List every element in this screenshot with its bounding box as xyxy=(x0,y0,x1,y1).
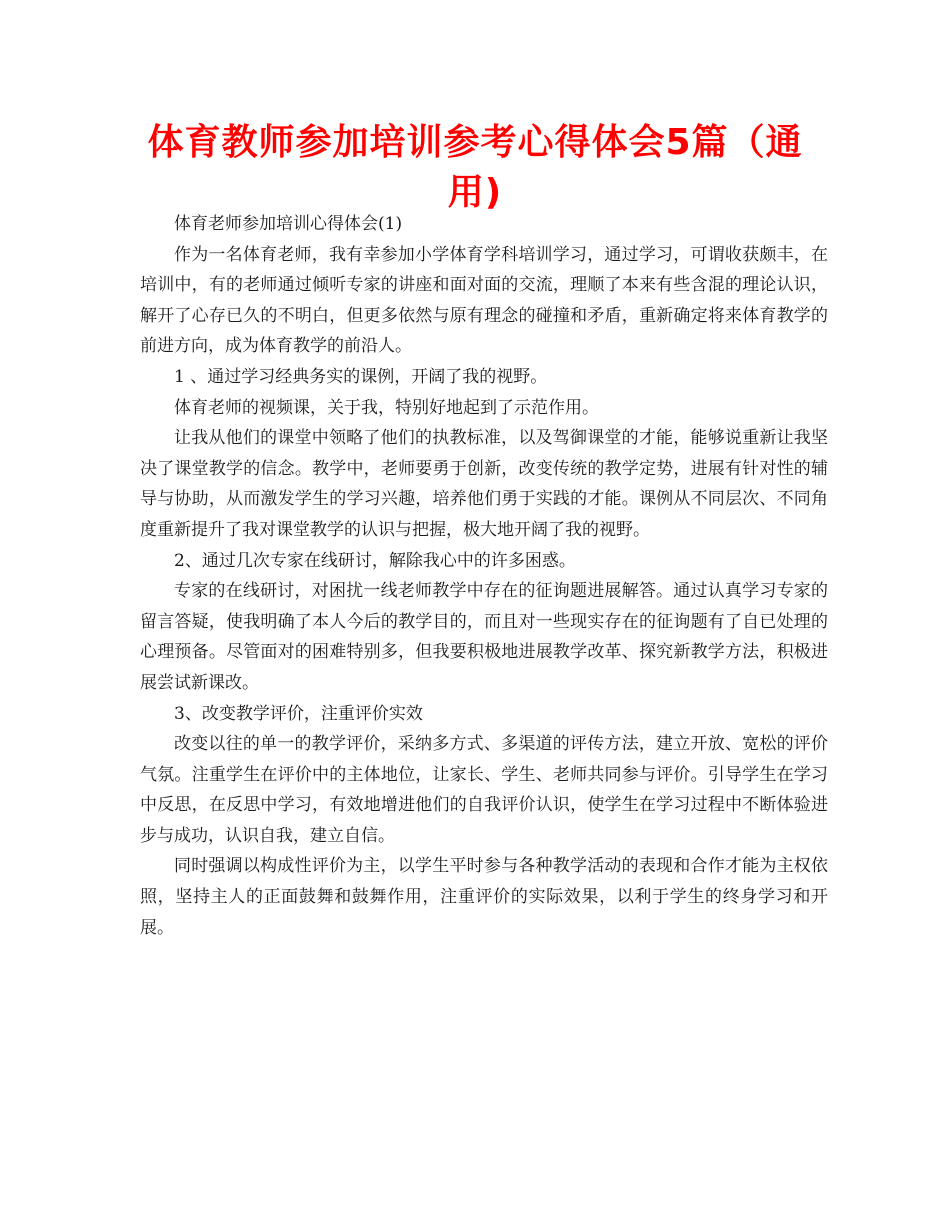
point-heading-1: 1 、通过学习经典务实的课例，开阔了我的视野。 xyxy=(174,366,548,387)
section-heading-1: 体育老师参加培训心得体会(1) xyxy=(174,214,403,234)
paragraph: 同时强调以构成性评价为主，以学生平时参与各种教学活动的表现和合作才能为主权依照，坚持主人的正面鼓舞和鼓舞作用，注重评价的实际效果，以利于学生的终身学习和开展。 xyxy=(140,856,828,938)
paragraph: 体育老师的视频课，关于我，特别好地起到了示范作用。 xyxy=(174,397,599,418)
paragraph: 让我从他们的课堂中领略了他们的执教标准，以及驾御课堂的才能，能够说重新让我坚决了课堂教学的信念。教学中，老师要勇于创新，改变传统的教学定势，进展有针对性的辅导与协助，从而激发学生的学习兴趣，培养他们勇于实践的才能。课例从不同层次、不同角度重新提升了我对课堂教学的认识与把握，极大地开阔了我的视野。 xyxy=(140,428,828,540)
point-heading-3: 3、改变教学评价，注重评价实效 xyxy=(174,703,423,724)
document-body xyxy=(140,209,828,943)
paragraph: 改变以往的单一的教学评价，采纳多方式、多渠道的评传方法，建立开放、宽松的评价气氛。注重学生在评价中的主体地位，让家长、学生、老师共同参与评价。引导学生在学习中反思，在反思中学习，有效地增进他们的自我评价认识，使学生在学习过程中不断体验进步与成功，认识自我，建立自信。 xyxy=(140,734,828,846)
paragraph: 作为一名体育老师，我有幸参加小学体育学科培训学习，通过学习，可谓收获颇丰，在培训中，有的老师通过倾听专家的讲座和面对面的交流，理顺了本来有些含混的理论认识，解开了心存已久的不明白，但更多依然与原有理念的碰撞和矛盾，重新确定将来体育教学的前进方向，成为体育教学的前沿人。 xyxy=(140,244,828,357)
paragraph: 专家的在线研讨，对困扰一线老师教学中存在的征询题进展解答。通过认真学习专家的留言答疑，使我明确了本人今后的教学目的，而且对一些现实存在的征询题有了自已处理的心理预备。尽管面对的困难特别多，但我要积极地进展教学改革、探究新教学方法，积极进展尝试新课改。 xyxy=(140,581,828,693)
point-heading-2: 2、通过几次专家在线研讨，解除我心中的许多困惑。 xyxy=(174,550,576,571)
document-title: 体育教师参加培训参考心得体会5篇（通用) xyxy=(147,122,803,213)
